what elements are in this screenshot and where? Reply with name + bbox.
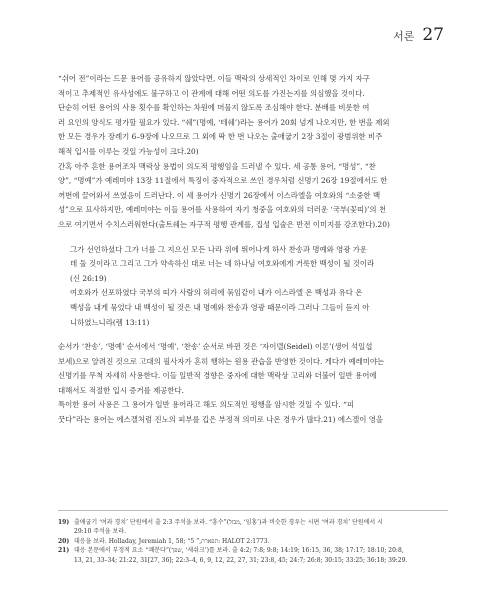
footnote <box>58 518 448 527</box>
text-line: 단순히 어떤 용어의 사용 횟수를 확인하는 차원에 머물지 않도록 조심해야 한다. 분배를 비롯한 여 <box>58 103 370 113</box>
text-line: 순서가 ‘찬송’, ‘명예’ 순서에서 ‘명예’, ‘찬송’ 순서로 바뀐 것은 ‘자이델(Seidel) 이론’(생어 석일섭 <box>58 342 373 352</box>
footnote-number: 19) <box>58 519 70 526</box>
text-line: 보세)으로 알려진 것으로 고대의 필사자가 흔히 행하는 원용 관습을 반영한 것이다. 게다가 예레미야는 <box>58 356 385 366</box>
footnote-text: 13, 21, 33–34; 21:22, 31[27, 36]; 22:3–4, 6, 9, 12, 22, 27, 31; 23:8, 45; 24:7; 26:8; 30:15; 33:25; 36:18; 39:29. <box>74 556 408 564</box>
text-line: “쉬어 전”이라는 드문 용어를 공유하지 않았다면, 이들 맥락의 상세적인 차이로 인해 몇 가지 자구 <box>58 74 370 83</box>
block-quote <box>58 243 448 331</box>
footnote-number: 21) <box>58 547 70 555</box>
quote-line: (신 26:19) <box>70 273 107 283</box>
paragraph <box>58 72 448 160</box>
text-line: 꺼번에 끌어와서 쓰였음이 드러난다. 이 세 용어가 신명기 26장에서 이스라엘을 여호와의 “소중한 백 <box>58 190 381 200</box>
text-line: 꿋다”라는 용어는 에스겔처럼 진노의 피부를 깁은 부정적 의미로 나온 경우가 많다.21) 에스겔이 영을 <box>58 415 384 425</box>
footnote-divider <box>58 510 448 511</box>
text-line: 간혹 아주 흔한 용어조차 맥락상 용법이 의도적 평행임을 드러낼 수 있다. 세 공통 용어, “명성”, “찬 <box>58 161 376 171</box>
footnote <box>58 537 448 546</box>
text-line: 으로 여기면서 수치스러워한다(출트쉐는 자구적 평행 관계를, 집성 입술은 반전 이미지를 강조한다).20) <box>58 219 390 229</box>
page-header <box>393 25 444 45</box>
footnote <box>58 556 448 565</box>
text-line: 대해서도 적절한 입시 증거를 제공한다. <box>58 385 184 395</box>
quote-line: 여호와가 선포하였다 국부의 띠가 사람의 허리에 묶임같이 내가 이스라엘 온 백성과 유다 온 <box>70 288 363 298</box>
quote-line: 데 둘 것이라고 그리고 그가 약속하신 대로 너는 네 하나님 여호와에게 거룩한 백성이 될 것이라 <box>70 259 375 269</box>
paragraph <box>58 160 448 233</box>
paragraph <box>58 398 448 427</box>
footnote <box>58 546 448 555</box>
footnote-text: 출애굽기 ‘여과 경치’ 단원에서 출 2:3 주석을 보라. “흥수”(מבול, ‘임홍’)과 비슷한 경우는 시편 ‘여과 경치’ 단원에서 시 <box>74 519 383 526</box>
footnote <box>58 527 448 536</box>
footnote-text: 29:10 주석을 보라. <box>74 528 126 536</box>
text-line: 양”, “명예”가 예레미야 13장 11절에서 특징이 중자적으로 쓰인 경우처럼 신명기 26장 19절에서도 한 <box>58 176 388 186</box>
section-title: 서론 <box>393 30 415 43</box>
text-line: 신명기를 무척 자세히 사용한다. 이들 일반적 경향은 중자에 대한 맥락상 고리와 더불어 일반 용어에 <box>58 371 377 381</box>
footnote-number <box>58 527 74 536</box>
footnote-number: 20) <box>58 537 70 545</box>
text-line: 해적 입시를 이루는 것일 가능성이 크다.20) <box>58 146 199 156</box>
page-number: 27 <box>422 25 444 45</box>
text-line: 적이고 추제적인 유사성에도 불구하고 이 관계에 대해 어떤 의도를 가진는지를 의심했을 것이다. <box>58 88 365 98</box>
footnote-text: 대응 본문에서 부정적 요소 “쾌분다”(שפך, ‘새쉬크’)를 보라. 출 4:2; 7:8; 9:8; 14:19; 16:15, 36, 38; 17:17; 18:10; 20:8, <box>74 547 404 555</box>
footnotes <box>58 518 448 565</box>
paragraph <box>58 340 448 398</box>
quote-line: 니하였느니라(렘 13:11) <box>70 317 150 327</box>
footnote-text: 대응을 보라. Holladay, Jeremiah 1, 58; “תפארת,” 5: HALOT 2:1773. <box>74 537 270 545</box>
text-line: 한 모든 경우가 장례기 6–9장에 나오므로 그 외에 딱 한 번 나오는 출애굽기 2장 3절이 광범위한 비주 <box>58 132 383 142</box>
footnote-number <box>58 556 74 565</box>
text-line: 러 요인의 양식도 평가할 필요가 있다. “쉐”(명예, ‘테쉐’)라는 용어가 20회 넘게 나오지만, 한 번을 제외 <box>58 117 390 127</box>
quote-line: 그가 선언하셨다 그가 너를 그 지으신 모든 나라 위에 뛰어나게 하사 찬송과 명예와 영광 가운 <box>70 244 368 254</box>
body-text <box>58 72 448 428</box>
text-line: 특이한 용어 사용은 그 용어가 일반 용어라고 해도 의도적인 평행을 암시한 것일 수 있다. “피 <box>58 400 355 410</box>
text-line: 성”으로 묘사하지만, 예레미야는 이들 용어를 사용하여 자기 청중을 여호와의 더러운 ‘국부(꽃띠)’의 천 <box>58 205 387 215</box>
quote-line: 백성을 내게 묶었다 내 백성이 될 것은 내 명예와 찬송과 영광 때문이라 그러나 그들이 듣지 아 <box>70 302 370 312</box>
